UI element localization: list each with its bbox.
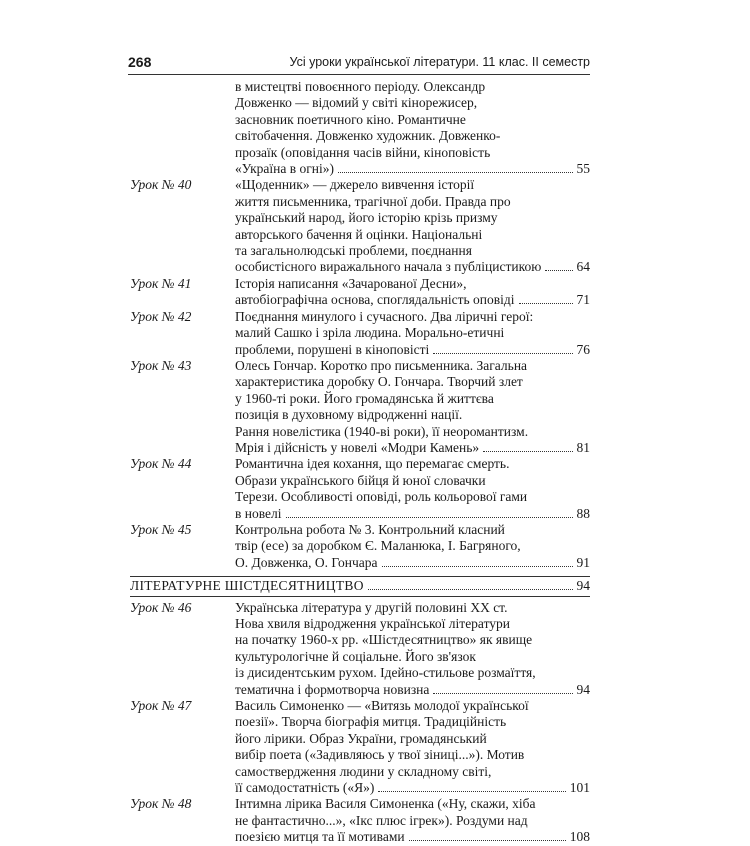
entry-text-line: культурологічне й соціальне. Його зв'язок [235, 648, 476, 664]
entry-text-line: авторського бачення й оцінки. Національні [235, 226, 483, 242]
toc-entry [130, 309, 590, 358]
entry-description [235, 79, 590, 177]
entry-description [235, 358, 590, 456]
toc-entry [130, 698, 590, 796]
entry-description [235, 796, 590, 845]
lesson-number: Урок № 46 [130, 599, 192, 615]
entry-text-line: Мрія і дійсність у новелі «Модри Камень» [235, 439, 480, 455]
lesson-number: Урок № 48 [130, 796, 192, 812]
entry-text-line: не фантастично...», «Ікс плюс ігрек»). Роздуми над [235, 812, 528, 828]
toc-entry [130, 600, 590, 698]
entry-last-line [235, 682, 590, 698]
entry-text-line: її самодостатність («Я») [235, 780, 375, 796]
entry-text-line: та загальнолюдські проблеми, поєднання [235, 243, 472, 259]
entry-text-line: «Щоденник» — джерело вивчення історії [235, 177, 475, 193]
entry-last-line [235, 829, 590, 845]
entry-last-line [235, 506, 590, 522]
entry-text-line: тематична і формотворча новизна [235, 681, 430, 697]
entry-text-line: самоствердження людини у складному світі, [235, 763, 492, 779]
dot-leader [545, 270, 572, 271]
table-of-contents [130, 79, 590, 846]
running-title: Усі уроки української літератури. 11 клас. ІІ семестр [289, 55, 590, 69]
lesson-number: Урок № 45 [130, 521, 192, 537]
entry-description [235, 522, 590, 571]
dot-leader [368, 589, 573, 590]
entry-last-line [235, 259, 590, 275]
entry-text-line: позиція в духовному відродженні нації. [235, 407, 463, 423]
entry-description [235, 456, 590, 522]
entry-text-line: Василь Симоненко — «Витязь молодої української [235, 698, 529, 714]
entry-text-line: в мистецтві повоєнного періоду. Олександр [235, 79, 486, 94]
entry-text-line: засновник поетичного кіно. Романтичне [235, 111, 466, 127]
entry-text-line: Українська література у другій половині XX ст. [235, 599, 508, 615]
section-page-number: 94 [576, 578, 590, 594]
lesson-number: Урок № 41 [130, 275, 192, 291]
entry-page-number: 94 [576, 681, 590, 697]
entry-page-number: 88 [576, 505, 590, 521]
entry-text-line: О. Довженка, О. Гончара [235, 554, 378, 570]
entry-text-line: Контрольна робота № 3. Контрольний класний [235, 521, 505, 537]
entry-description [235, 177, 590, 275]
entry-text-line: «Україна в огні») [235, 161, 335, 177]
entry-text-line: поезією митця та її мотивами [235, 829, 405, 845]
entry-description [235, 698, 590, 796]
toc-entry [130, 522, 590, 571]
lesson-number: Урок № 44 [130, 456, 192, 472]
entry-text-line: Нова хвиля відродження української літератури [235, 616, 511, 631]
entry-page-number: 81 [576, 439, 590, 455]
entry-text-line: Рання новелістика (1940-ві роки), її неоромантизм. [235, 423, 529, 439]
dot-leader [382, 566, 573, 567]
entry-description [235, 600, 590, 698]
dot-leader [483, 451, 572, 452]
entry-last-line [235, 440, 590, 456]
dot-leader [338, 172, 572, 173]
entry-text-line: на початку 1960-х рр. «Шістдесятництво» як явище [235, 632, 533, 648]
entry-page-number: 64 [576, 259, 590, 275]
entry-text-line: в новелі [235, 505, 282, 521]
entry-text-line: із дисидентським рухом. Ідейно-стильове розмаїття, [235, 665, 536, 681]
section-heading-line [130, 578, 590, 594]
entry-text-line: Довженко — відомий у світі кінорежисер, [235, 95, 478, 111]
section-heading [130, 576, 590, 596]
entry-last-line [235, 555, 590, 571]
entry-text-line: Романтична ідея кохання, що перемагає смерть. [235, 456, 510, 472]
entry-page-number: 55 [576, 161, 590, 177]
entry-description [235, 276, 590, 309]
entry-text-line: малий Сашко і зріла людина. Морально-етичні [235, 325, 505, 341]
lesson-number: Урок № 43 [130, 357, 192, 373]
entry-text-line: його лірики. Образ України, громадянський [235, 730, 487, 746]
entry-text-line: Інтимна лірика Василя Симоненка («Ну, скажи, хіба [235, 796, 536, 812]
dot-leader [433, 353, 572, 354]
entry-text-line: український народ, його історію крізь призму [235, 210, 498, 226]
page-number: 268 [128, 54, 152, 70]
entry-text-line: життя письменника, трагічної доби. Правда про [235, 193, 511, 209]
dot-leader [286, 517, 573, 518]
entry-text-line: особистісного виражального начала з публіцистикою [235, 259, 542, 275]
section-title: ЛІТЕРАТУРНЕ ШІСТДЕСЯТНИЦТВО [130, 578, 364, 594]
entry-description [235, 309, 590, 358]
entry-text-line: поезії». Творча біографія митця. Традиційність [235, 714, 507, 730]
entry-text-line: характеристика доробку О. Гончара. Творчий злет [235, 374, 523, 390]
entry-page-number: 108 [569, 829, 590, 845]
entry-page-number: 91 [576, 554, 590, 570]
dot-leader [519, 303, 573, 304]
lesson-number: Урок № 42 [130, 308, 192, 324]
entry-text-line: Поєднання минулого і сучасного. Два ліричні герої: [235, 308, 534, 324]
entry-last-line [235, 161, 590, 177]
dot-leader [378, 791, 565, 792]
entry-text-line: Образи українського бійця й юної словачки [235, 472, 486, 488]
toc-entry-continuation [130, 79, 590, 177]
toc-entry [130, 358, 590, 456]
entry-text-line: у 1960-ті роки. Його громадянська й життєва [235, 390, 494, 406]
entry-text-line: світобачення. Довженко художник. Довженко- [235, 128, 501, 144]
entry-text-line: Олесь Гончар. Коротко про письменника. Загальна [235, 357, 528, 373]
entry-last-line [235, 292, 590, 308]
entry-text-line: твір (есе) за доробком Є. Маланюка, І. Багряного, [235, 538, 521, 554]
lesson-number: Урок № 40 [130, 177, 192, 193]
entry-last-line [235, 780, 590, 796]
toc-entry [130, 276, 590, 309]
entry-page-number: 101 [569, 780, 590, 796]
entry-page-number: 71 [576, 292, 590, 308]
dot-leader [433, 693, 572, 694]
entry-text-line: проблеми, порушені в кіноповісті [235, 341, 430, 357]
toc-entry [130, 796, 590, 845]
entry-text-line: Терези. Особливості оповіді, роль кольорової гами [235, 489, 528, 505]
dot-leader [409, 840, 566, 841]
entry-text-line: вибір поета («Задивляюсь у твої зіниці...»). Мотив [235, 747, 525, 763]
page-header [128, 52, 590, 75]
entry-last-line [235, 342, 590, 358]
entry-page-number: 76 [576, 341, 590, 357]
toc-entry [130, 177, 590, 275]
toc-entry [130, 456, 590, 522]
lesson-number: Урок № 47 [130, 698, 192, 714]
entry-text-line: автобіографічна основа, споглядальність оповіді [235, 292, 515, 308]
entry-text-line: прозаїк (оповідання часів війни, кіноповість [235, 144, 491, 160]
entry-text-line: Історія написання «Зачарованої Десни», [235, 275, 467, 291]
